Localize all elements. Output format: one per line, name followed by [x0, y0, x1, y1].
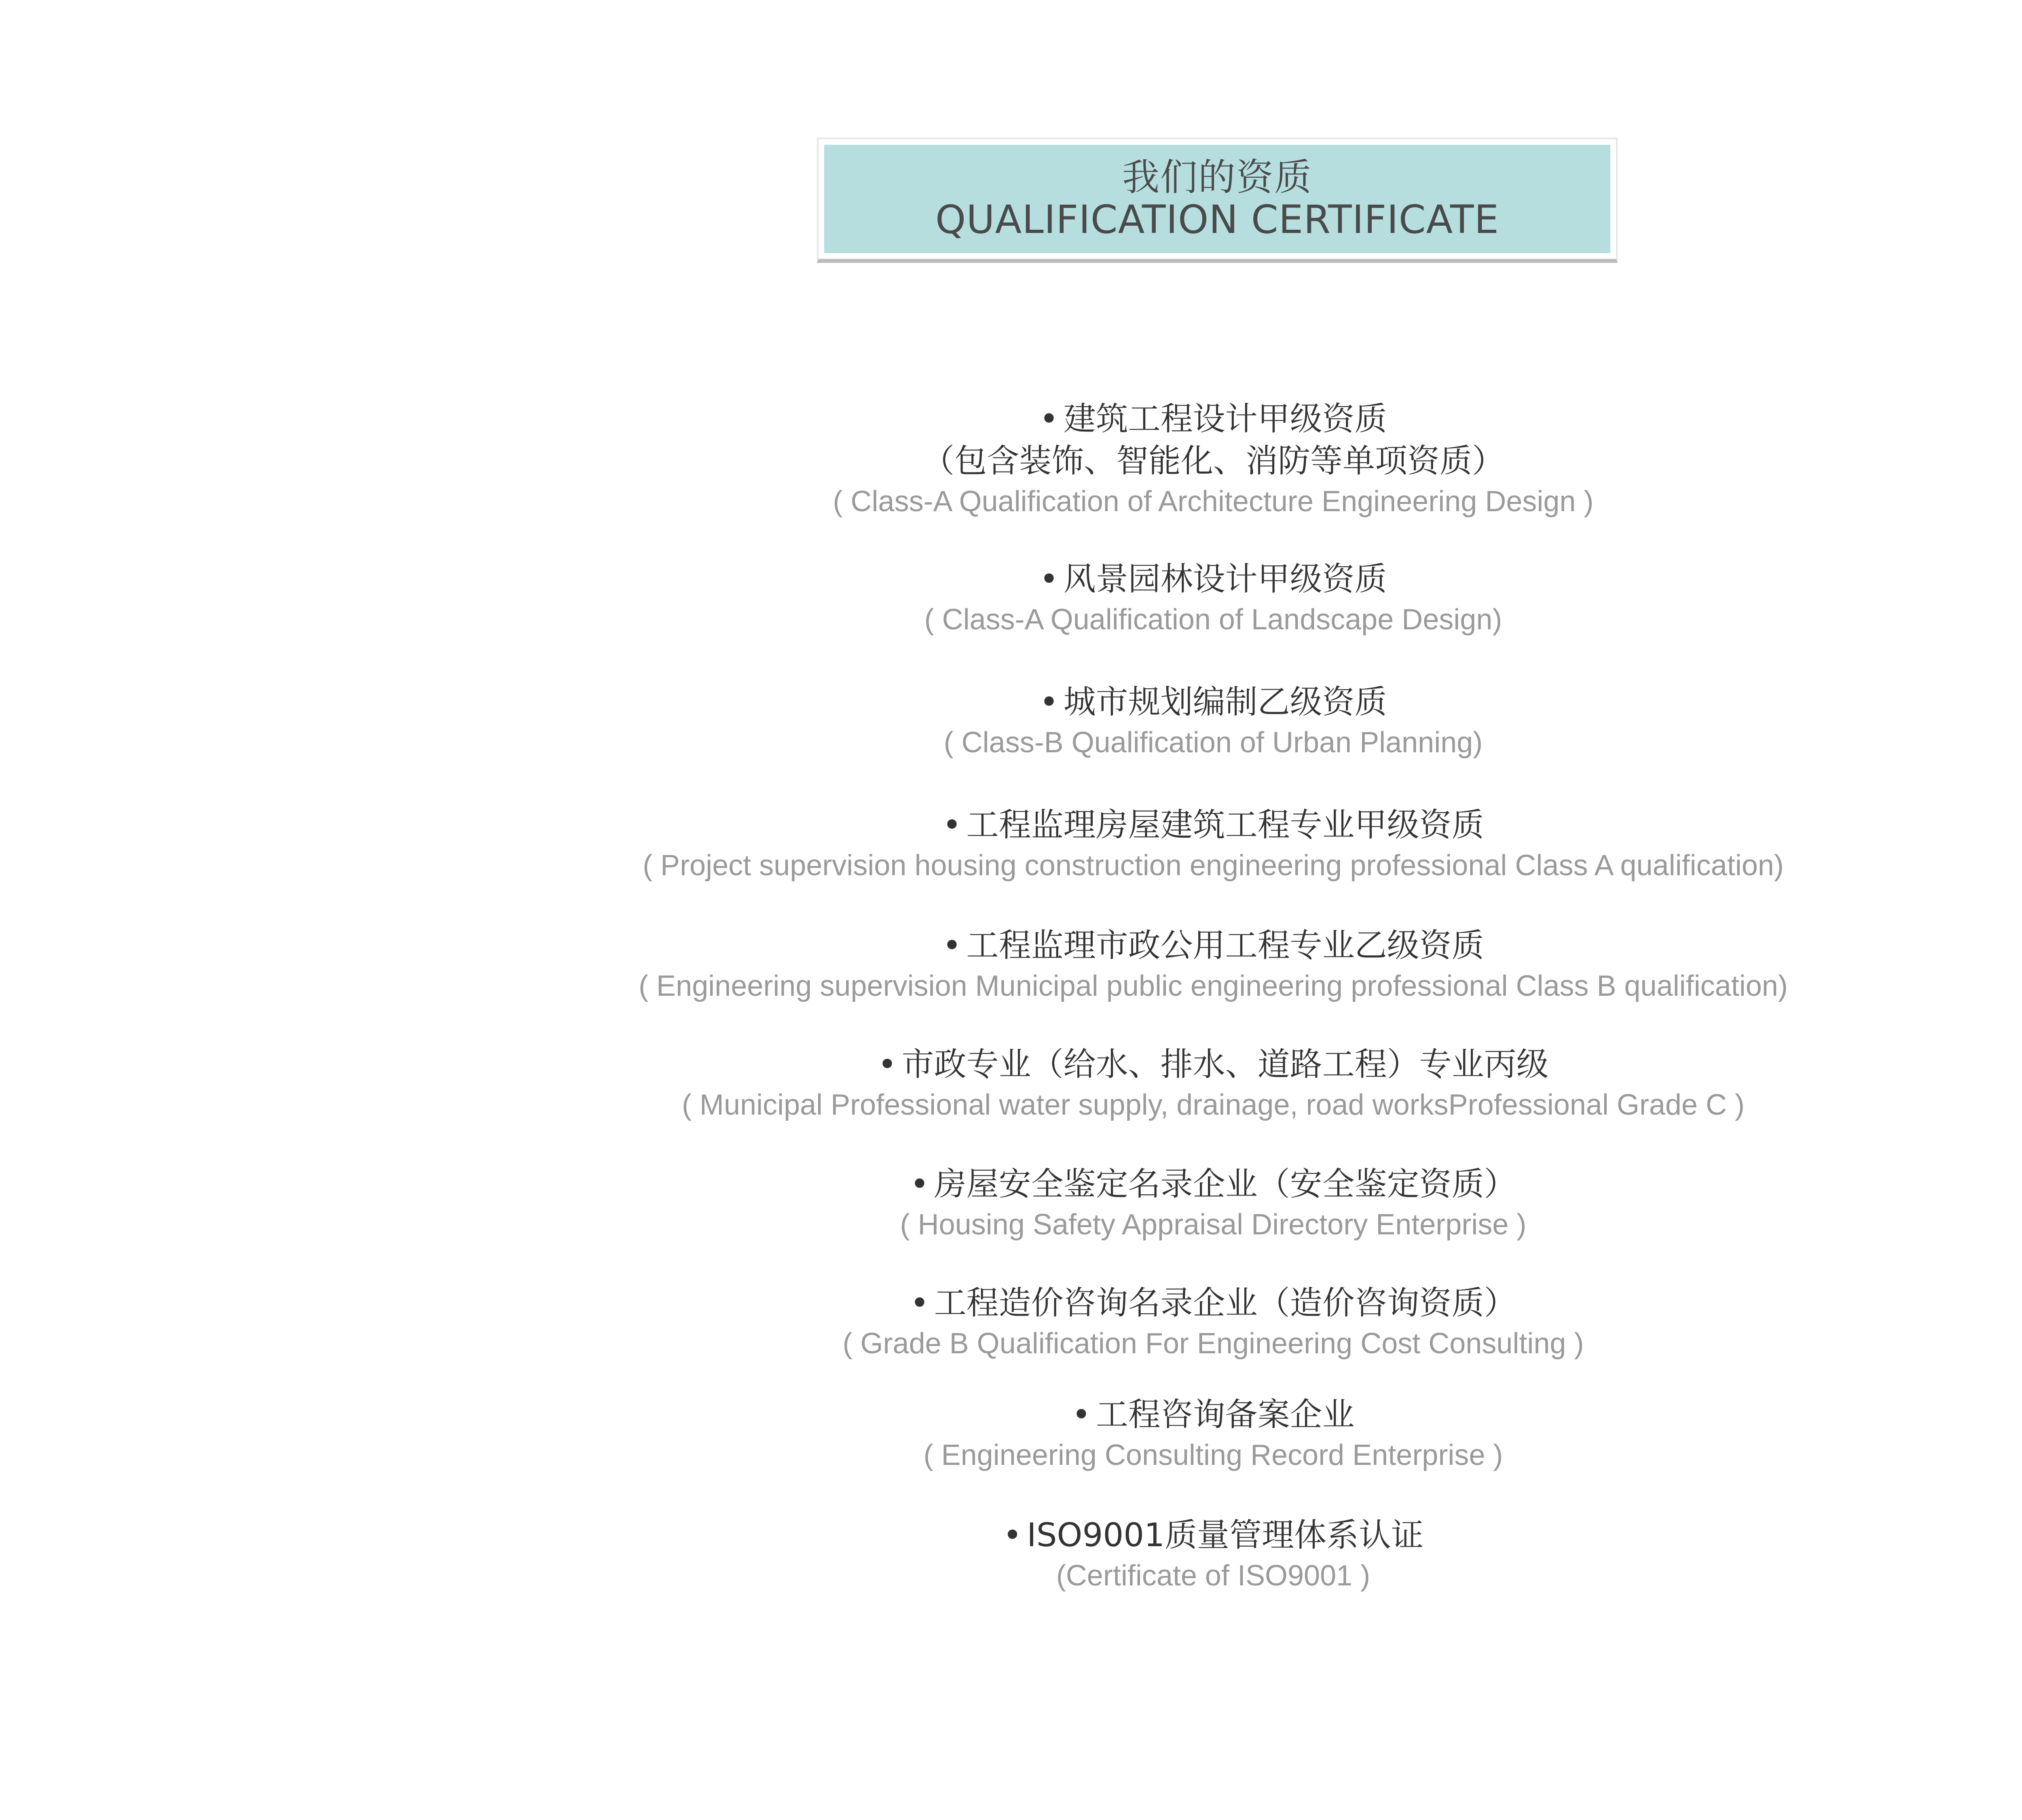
qualification-cn	[0, 1163, 2022, 1205]
qualification-cn-text: ISO9001质量管理体系认证	[1027, 1516, 1424, 1554]
qualification-cn-text: 工程监理市政公用工程专业乙级资质	[966, 927, 1484, 964]
bullet: •	[878, 1045, 897, 1083]
qualification-item	[0, 804, 2022, 885]
qualification-item	[0, 1043, 2022, 1124]
qualification-item	[0, 1394, 2022, 1475]
qualification-en: ( Project supervision housing construction engineering professional Class A qualification)	[643, 849, 1784, 882]
qualification-item	[0, 925, 2022, 1005]
bullet: •	[942, 806, 962, 844]
qualification-item	[0, 398, 2022, 521]
header-banner	[817, 138, 1618, 263]
header-title-cn: 我们的资质	[1122, 155, 1312, 199]
qualification-cn-text: 市政专业（给水、排水、道路工程）专业丙级	[901, 1045, 1549, 1083]
bullet: •	[1039, 560, 1059, 598]
qualification-item	[0, 681, 2022, 762]
qualification-cn	[0, 1514, 2022, 1556]
qualification-cn	[0, 925, 2022, 967]
qualification-cn	[0, 1043, 2022, 1086]
qualification-cn-text: 风景园林设计甲级资质	[1063, 560, 1387, 598]
qualification-cn	[0, 804, 2022, 846]
qualification-item	[0, 1282, 2022, 1363]
bullet: •	[910, 1284, 929, 1322]
qualification-en: (Certificate of ISO9001 )	[1056, 1560, 1371, 1592]
bullet: •	[1039, 683, 1059, 721]
qualification-en: ( Engineering supervision Municipal public engineering professional Class B qualification)	[639, 970, 1788, 1002]
qualification-cn	[0, 1282, 2022, 1324]
bullet: •	[1039, 400, 1059, 438]
qualification-en: ( Class-A Qualification of Architecture Engineering Design )	[833, 485, 1594, 518]
qualification-cn-sub: （包含装饰、智能化、消防等单项资质）	[922, 442, 1504, 480]
bullet: •	[942, 927, 962, 964]
qualification-item	[0, 1514, 2022, 1595]
qualification-en: ( Class-A Qualification of Landscape Design)	[924, 603, 1502, 636]
qualification-cn	[0, 398, 2022, 440]
qualification-en: ( Housing Safety Appraisal Directory Enterprise )	[900, 1208, 1527, 1241]
qualification-cn-text: 房屋安全鉴定名录企业（安全鉴定资质）	[934, 1165, 1516, 1203]
qualification-cn-text: 建筑工程设计甲级资质	[1063, 400, 1387, 438]
qualification-item	[0, 1163, 2022, 1244]
qualification-en: ( Grade B Qualification For Engineering Cost Consulting )	[842, 1327, 1584, 1360]
qualification-cn-text: 工程造价咨询名录企业（造价咨询资质）	[934, 1284, 1516, 1322]
qualification-en: ( Municipal Professional water supply, drainage, road worksProfessional Grade C )	[682, 1089, 1745, 1121]
qualification-cn-text: 城市规划编制乙级资质	[1063, 683, 1387, 721]
qualification-cn-text: 工程咨询备案企业	[1096, 1396, 1355, 1433]
bullet: •	[1003, 1516, 1022, 1554]
bullet: •	[910, 1165, 929, 1203]
qualification-en: ( Class-B Qualification of Urban Planning)	[943, 726, 1483, 759]
qualification-en: ( Engineering Consulting Record Enterprise )	[923, 1439, 1503, 1471]
bullet: •	[1072, 1396, 1091, 1433]
qualification-cn	[0, 1394, 2022, 1436]
qualification-cn	[0, 558, 2022, 600]
header-banner-inner	[824, 145, 1610, 253]
header-title-en: QUALIFICATION CERTIFICATE	[935, 197, 1500, 242]
qualification-item	[0, 558, 2022, 639]
qualification-cn-text: 工程监理房屋建筑工程专业甲级资质	[966, 806, 1484, 844]
qualification-cn	[0, 681, 2022, 723]
